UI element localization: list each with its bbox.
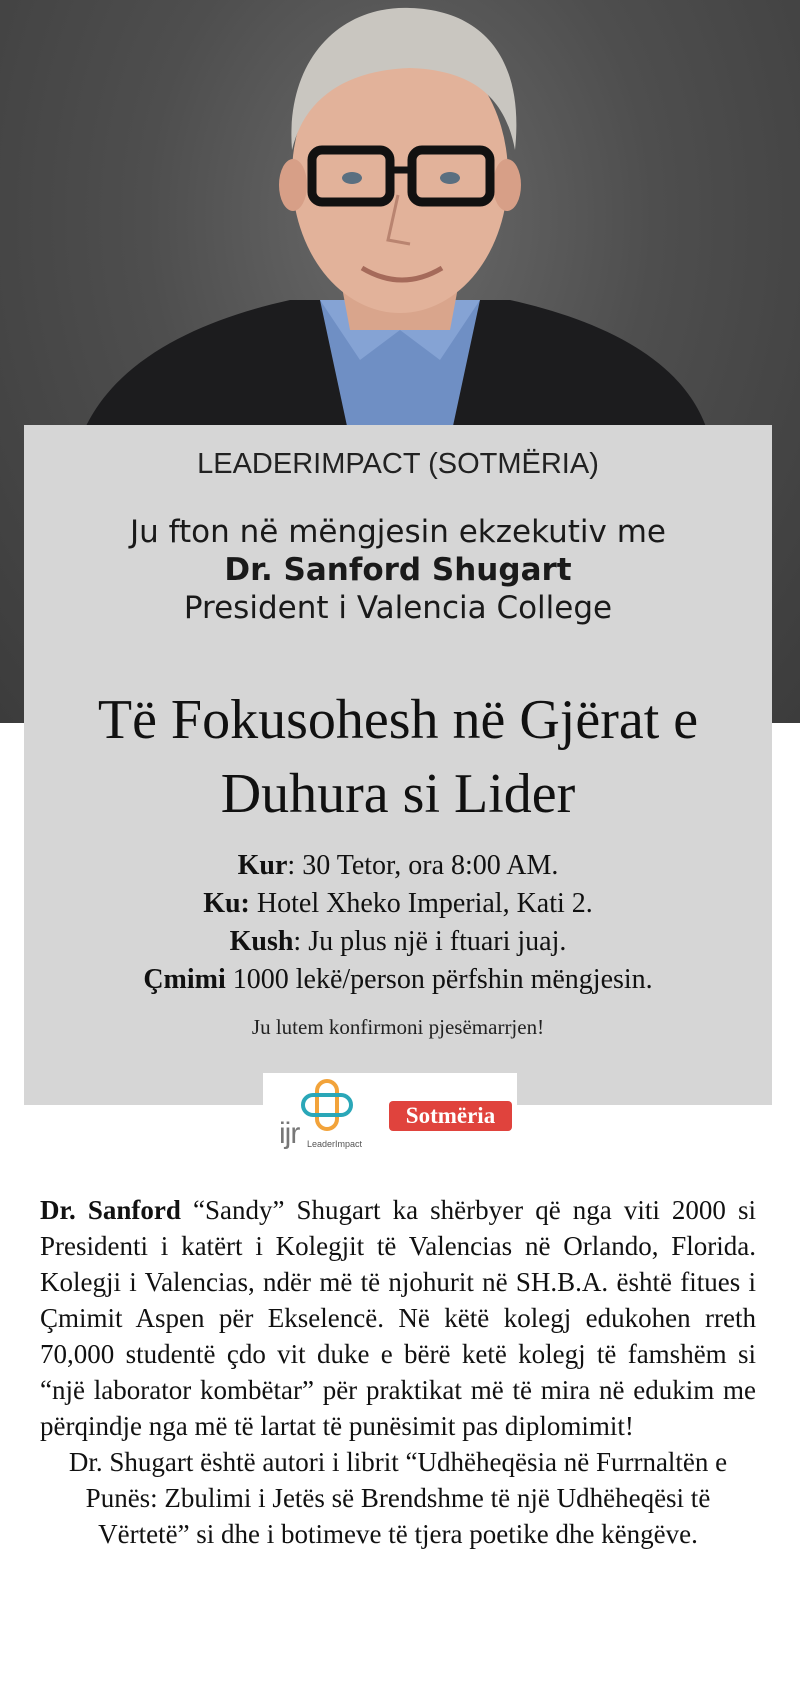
bio-paragraph-1	[40, 1192, 756, 1444]
speaker-portrait	[0, 0, 800, 440]
speaker-role: President i Valencia College	[183, 590, 613, 626]
detail-who-label: Kush	[229, 926, 294, 957]
event-title-line-1: Të Fokusohesh në Gjërat e	[97, 689, 699, 751]
detail-price-value: 1000 lekë/person përfshin mëngjesin.	[225, 964, 653, 995]
detail-when-value: : 30 Tetor, ora 8:00 AM.	[287, 850, 559, 881]
detail-price	[24, 961, 772, 999]
detail-when	[24, 847, 772, 885]
sotmeria-logo: Sotmëria	[389, 1101, 512, 1131]
sponsor-logos	[263, 1073, 517, 1165]
speaker-name: Dr. Sanford Shugart	[224, 552, 572, 588]
rsvp-note: Ju lutem konfirmoni pjesëmarrjen!	[251, 1015, 545, 1039]
ijr-logo-text: ijr	[279, 1117, 300, 1150]
bio-paragraph-2: Dr. Shugart është autori i librit “Udhëheqësia në Furrnaltën e Punës: Zbulimi i Jetës së Brendshme të një Udhëheqësi të Vërtetë” si dhe i botimeve të tjera poetike dhe këngëve.	[68, 1447, 728, 1549]
invitation-line: Ju fton në mëngjesin ekzekutiv me	[129, 514, 666, 550]
detail-where	[24, 885, 772, 923]
event-title	[24, 683, 772, 831]
detail-who-value: : Ju plus një i ftuari juaj.	[293, 926, 567, 957]
detail-where-value: Hotel Xheko Imperial, Kati 2.	[249, 888, 593, 919]
event-title-line-2: Duhura si Lider	[220, 763, 576, 825]
organizer-name: LEADERIMPACT (SOTMËRIA)	[197, 448, 599, 480]
event-details	[24, 847, 772, 999]
detail-when-label: Kur	[237, 850, 288, 881]
leaderimpact-logo-text: LeaderImpact	[307, 1139, 363, 1149]
invitation-block	[24, 513, 772, 627]
event-card	[24, 425, 772, 1105]
speaker-bio	[40, 1192, 756, 1552]
detail-where-label: Ku:	[203, 888, 250, 919]
detail-price-label: Çmimi	[143, 964, 226, 995]
detail-who	[24, 923, 772, 961]
bio-paragraph-1-text: “Sandy” Shugart ka shërbyer që nga viti 2000 si Presidenti i katërt i Kolegjit të Valencias në Orlando, Florida. Kolegji i Valencias, ndër më të njohurit në SH.B.A. është fitues i Çmimit Aspen për Ekselencë. Në këtë kolegj edukohen rreth 70,000 studentë çdo vit duke e bërë ketë kolegj të famshëm si “një laborator kombëtar” për praktikat më të mira në edukim me përqindje nga më të lartat të punësimit pas diplomimit!	[40, 1195, 757, 1441]
bio-speaker-name: Dr. Sanford	[40, 1195, 181, 1225]
